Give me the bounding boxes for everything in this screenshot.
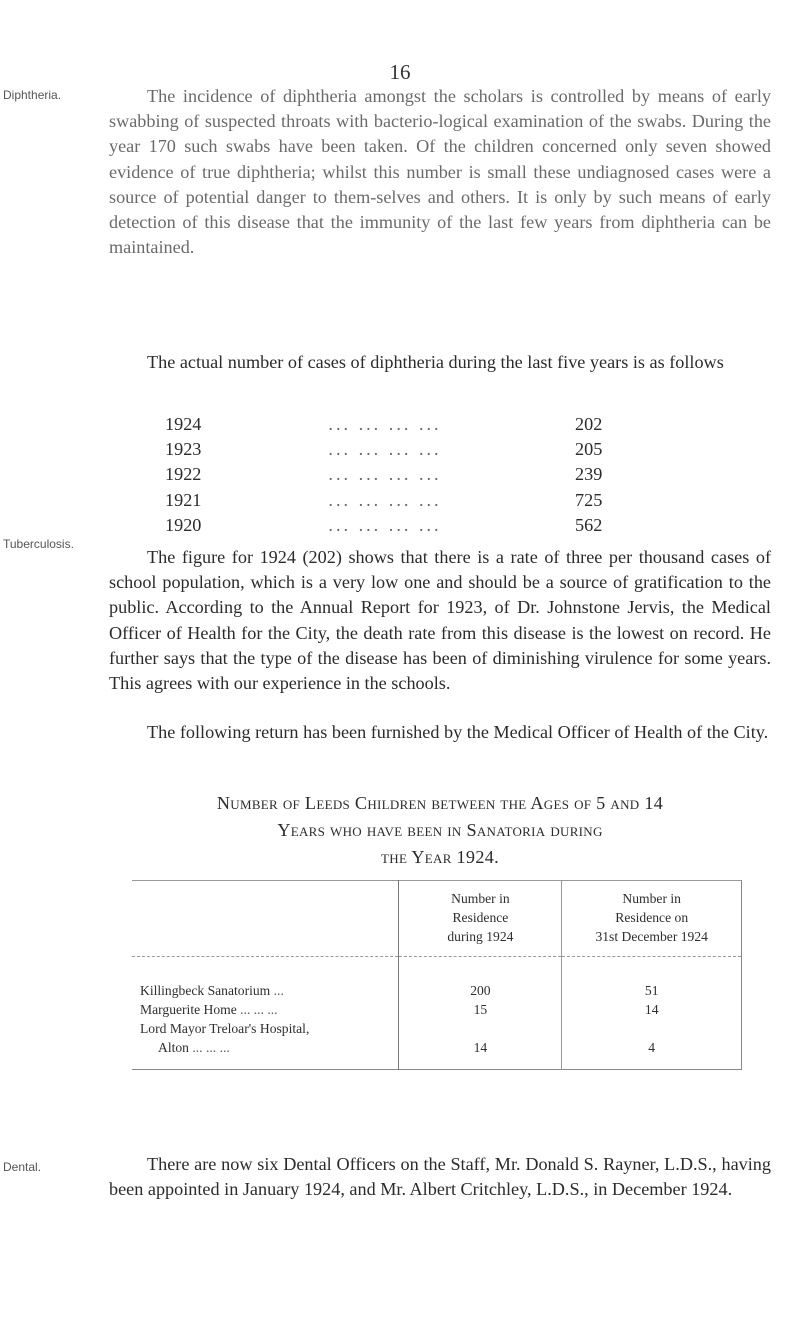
sanatoria-heading-line2: Years who have been in Sanatoria during: [277, 820, 603, 840]
cases-cell: 239: [575, 464, 603, 485]
tuberculosis-paragraph: The figure for 1924 (202) shows that there is a rate of three per thousand cases of school population, which is a very low one and should be a source of gratification to the public. According to the Annual Report for 1923, of Dr. Johnstone Jervis, the Medical Officer of Health for the City, the death rate from this disease is the lowest on record. He further says that the type of the disease has been of diminishing virulence for some years. This agrees with our experience in the schools.: [109, 547, 771, 694]
residence-on-cell: [562, 1019, 742, 1038]
year-cell: 1922: [165, 464, 202, 485]
diphtheria-paragraph: The incidence of diphtheria amongst the scholars is controlled by means of early swabbing of suspected throats with bacterio-logical examination of the swabs. During the year 170 such swabs have been taken. Of the children concerned only seven showed evidence of true diphtheria; whilst this number is small these undiagnosed cases were a source of potential danger to them-selves and others. It is only by such means of early detection of this disease that the immunity of the last few years from diphtheria can be maintained.: [109, 86, 771, 258]
header-residence-during: [399, 881, 562, 957]
residence-during-cell: 14: [399, 1038, 562, 1070]
margin-note-dental: Dental.: [3, 1160, 42, 1174]
header-residence-on: [562, 881, 742, 957]
year-cell: 1920: [165, 514, 202, 535]
dot-leader: ... ... ...: [240, 1002, 278, 1017]
table-row: [132, 1019, 742, 1038]
dot-leader: ... ... ...: [192, 1040, 230, 1055]
cases-cell: 205: [575, 439, 603, 460]
table-header-row: [132, 881, 742, 957]
sanatoria-heading-line3: the Year 1924.: [381, 847, 499, 867]
dot-leader: ... ... ... ...: [328, 439, 442, 460]
table-row: [165, 462, 635, 487]
margin-note-tuberculosis: Tuberculosis.: [3, 537, 74, 551]
dot-leader: ... ... ... ...: [328, 489, 442, 510]
institution-name: Killingbeck Sanatorium ...: [140, 983, 284, 998]
table-row: [165, 412, 635, 437]
year-cell: 1924: [165, 414, 202, 434]
cases-intro-paragraph: The actual number of cases of diphtheria during the last five years is as follows: [147, 352, 724, 372]
dot-leader: ... ... ... ...: [328, 514, 442, 535]
header-blank: [132, 881, 399, 957]
year-cell: 1923: [165, 439, 202, 460]
margin-note-diphtheria: Diphtheria.: [3, 88, 62, 102]
sanatoria-table: [132, 880, 742, 1070]
return-intro-paragraph: The following return has been furnished by the Medical Officer of Health of the City.: [147, 722, 769, 742]
year-cell: 1921: [165, 489, 202, 510]
header-line: Number in: [451, 891, 510, 906]
dot-leader: ... ... ... ...: [328, 464, 442, 485]
table-row: [165, 513, 635, 538]
residence-on-cell: 51: [562, 957, 742, 1001]
cases-cell: 725: [575, 489, 603, 510]
table-row: [132, 1000, 742, 1019]
header-line: 31st December 1924: [595, 929, 708, 944]
table-row: [165, 437, 635, 462]
residence-during-cell: 15: [399, 1000, 562, 1019]
residence-during-cell: [399, 1019, 562, 1038]
table-row: [132, 1038, 742, 1070]
table-row: [165, 488, 635, 513]
header-line: Residence on: [615, 910, 689, 925]
cases-cell: 562: [575, 514, 603, 535]
header-line: Number in: [622, 891, 681, 906]
institution-name: Lord Mayor Treloar's Hospital,: [140, 1021, 310, 1036]
sanatoria-heading-line1: Number of Leeds Children between the Ages of 5 and 14: [216, 793, 664, 813]
institution-name: Marguerite Home ... ... ...: [140, 1002, 278, 1017]
institution-name: Alton ... ... ...: [158, 1040, 230, 1055]
header-line: Residence: [452, 910, 509, 925]
residence-during-cell: 200: [399, 957, 562, 1001]
cases-cell: 202: [575, 414, 603, 434]
table-row: [132, 957, 742, 1001]
dental-paragraph: There are now six Dental Officers on the Staff, Mr. Donald S. Rayner, L.D.S., having been appointed in January 1924, and Mr. Albert Critchley, L.D.S., in December 1924.: [109, 1154, 771, 1200]
dot-leader: ... ... ... ...: [328, 414, 442, 434]
page-number: 16: [389, 60, 411, 84]
header-line: during 1924: [447, 929, 514, 944]
dot-leader: ...: [273, 983, 284, 998]
residence-on-cell: 4: [562, 1038, 742, 1070]
diphtheria-cases-table: [165, 412, 635, 538]
residence-on-cell: 14: [562, 1000, 742, 1019]
